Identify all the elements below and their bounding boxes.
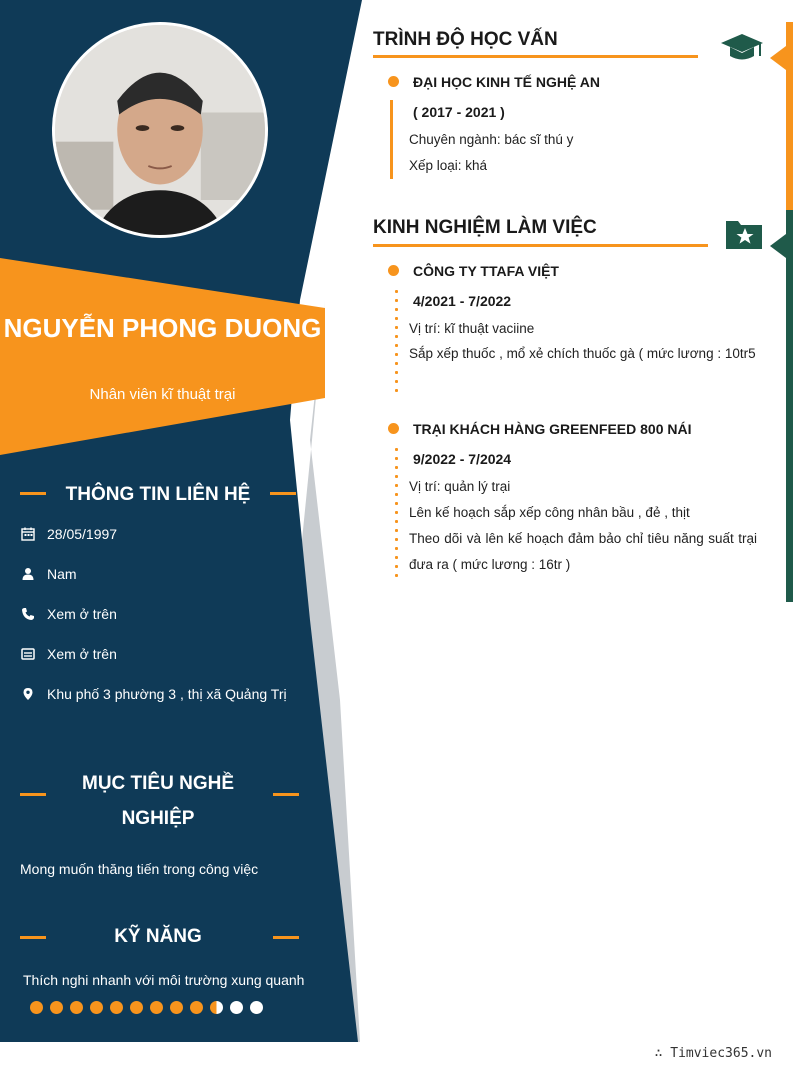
experience-bullet [388,265,399,276]
job-position: Vị trí: kĩ thuật vaciine [409,321,535,336]
skill-name: Thích nghi nhanh với môi trường xung quanh [23,972,305,988]
experience-timeline-dots [395,445,398,580]
profile-name: NGUYỄN PHONG DUONG [3,313,322,343]
phone-icon [20,606,36,622]
gender-text: Nam [47,566,77,582]
experience-timeline-dots [395,287,398,392]
education-major: Chuyên ngành: bác sĩ thú y [409,132,574,147]
avatar-portrait [55,25,265,235]
rating-dot-half [210,1001,223,1014]
contact-birthday [20,526,117,542]
contact-email [20,646,117,662]
objective-text: Mong muốn thăng tiến trong công việc [20,861,259,877]
right-arrow-bottom [770,234,786,258]
calendar-icon [20,526,36,542]
section-dash-right [273,793,299,796]
job-description: Theo dõi và lên kế hoạch đảm bảo chỉ tiêu năng suất trại đưa ra ( mức lương : 16tr ) [409,531,757,572]
rating-dot-full [150,1001,163,1014]
job-description: Lên kế hoạch sắp xếp công nhân bầu , đẻ , thịt [409,505,690,520]
contact-gender [20,566,77,582]
experience-bullet [388,423,399,434]
avatar [52,22,268,238]
footer-brand-text: Timviec365.vn [670,1046,772,1061]
rating-dot-full [70,1001,83,1014]
education-grade: Xếp loại: khá [409,158,488,173]
job-company: CÔNG TY TTAFA VIỆT [413,263,559,279]
right-arrow-top [770,46,786,70]
job-period: 4/2021 - 7/2022 [413,293,512,309]
objective-title-line1: MỤC TIÊU NGHỀ [82,773,234,794]
rating-dot-full [90,1001,103,1014]
job-position: Vị trí: quản lý trại [409,479,511,494]
rating-dot-full [50,1001,63,1014]
education-title-underline [373,55,698,58]
email-text: Xem ở trên [47,646,117,662]
rating-dot-full [30,1001,43,1014]
rating-dot-full [130,1001,143,1014]
rating-dot-full [110,1001,123,1014]
objective-section-title [0,766,316,836]
contact-section-title: THÔNG TIN LIÊN HỆ [65,484,251,505]
footer-brand[interactable] [655,1046,772,1061]
experience-title-underline [373,244,708,247]
email-icon [20,646,36,662]
education-school: ĐẠI HỌC KINH TẾ NGHỆ AN [413,74,600,90]
user-icon [20,566,36,582]
education-timeline-bar [390,100,393,179]
brand-logo-icon: ∴ [654,1046,671,1061]
contact-phone [20,606,117,622]
birthday-text: 28/05/1997 [47,526,118,542]
skills-section-title: KỸ NĂNG [114,926,202,947]
objective-title-line2: NGHIỆP [121,808,195,829]
rating-dot-full [190,1001,203,1014]
contact-address [20,686,287,702]
job-period: 9/2022 - 7/2024 [413,451,512,467]
education-period: ( 2017 - 2021 ) [413,104,505,120]
job-company: TRẠI KHÁCH HÀNG GREENFEED 800 NÁI [413,421,692,437]
skill-rating [30,1001,263,1014]
rating-dot-empty [250,1001,263,1014]
experience-section-title: KINH NGHIỆM LÀM VIỆC [373,217,597,238]
section-dash-right [270,492,296,495]
map-pin-icon [20,686,36,702]
rating-dot-empty [230,1001,243,1014]
right-green-marker [786,210,793,602]
graduation-cap-icon [720,32,764,69]
section-dash-right [273,936,299,939]
profile-job-title: Nhân viên kĩ thuật trại [89,386,236,403]
address-text: Khu phố 3 phường 3 , thị xã Quảng Trị [47,686,287,702]
education-section-title: TRÌNH ĐỘ HỌC VẤN [373,29,558,50]
folder-star-icon [724,218,764,255]
rating-dot-full [170,1001,183,1014]
education-bullet [388,76,399,87]
phone-text: Xem ở trên [47,606,117,622]
job-description: Sắp xếp thuốc , mổ xẻ chích thuốc gà ( mức lương : 10tr5 [409,346,756,361]
